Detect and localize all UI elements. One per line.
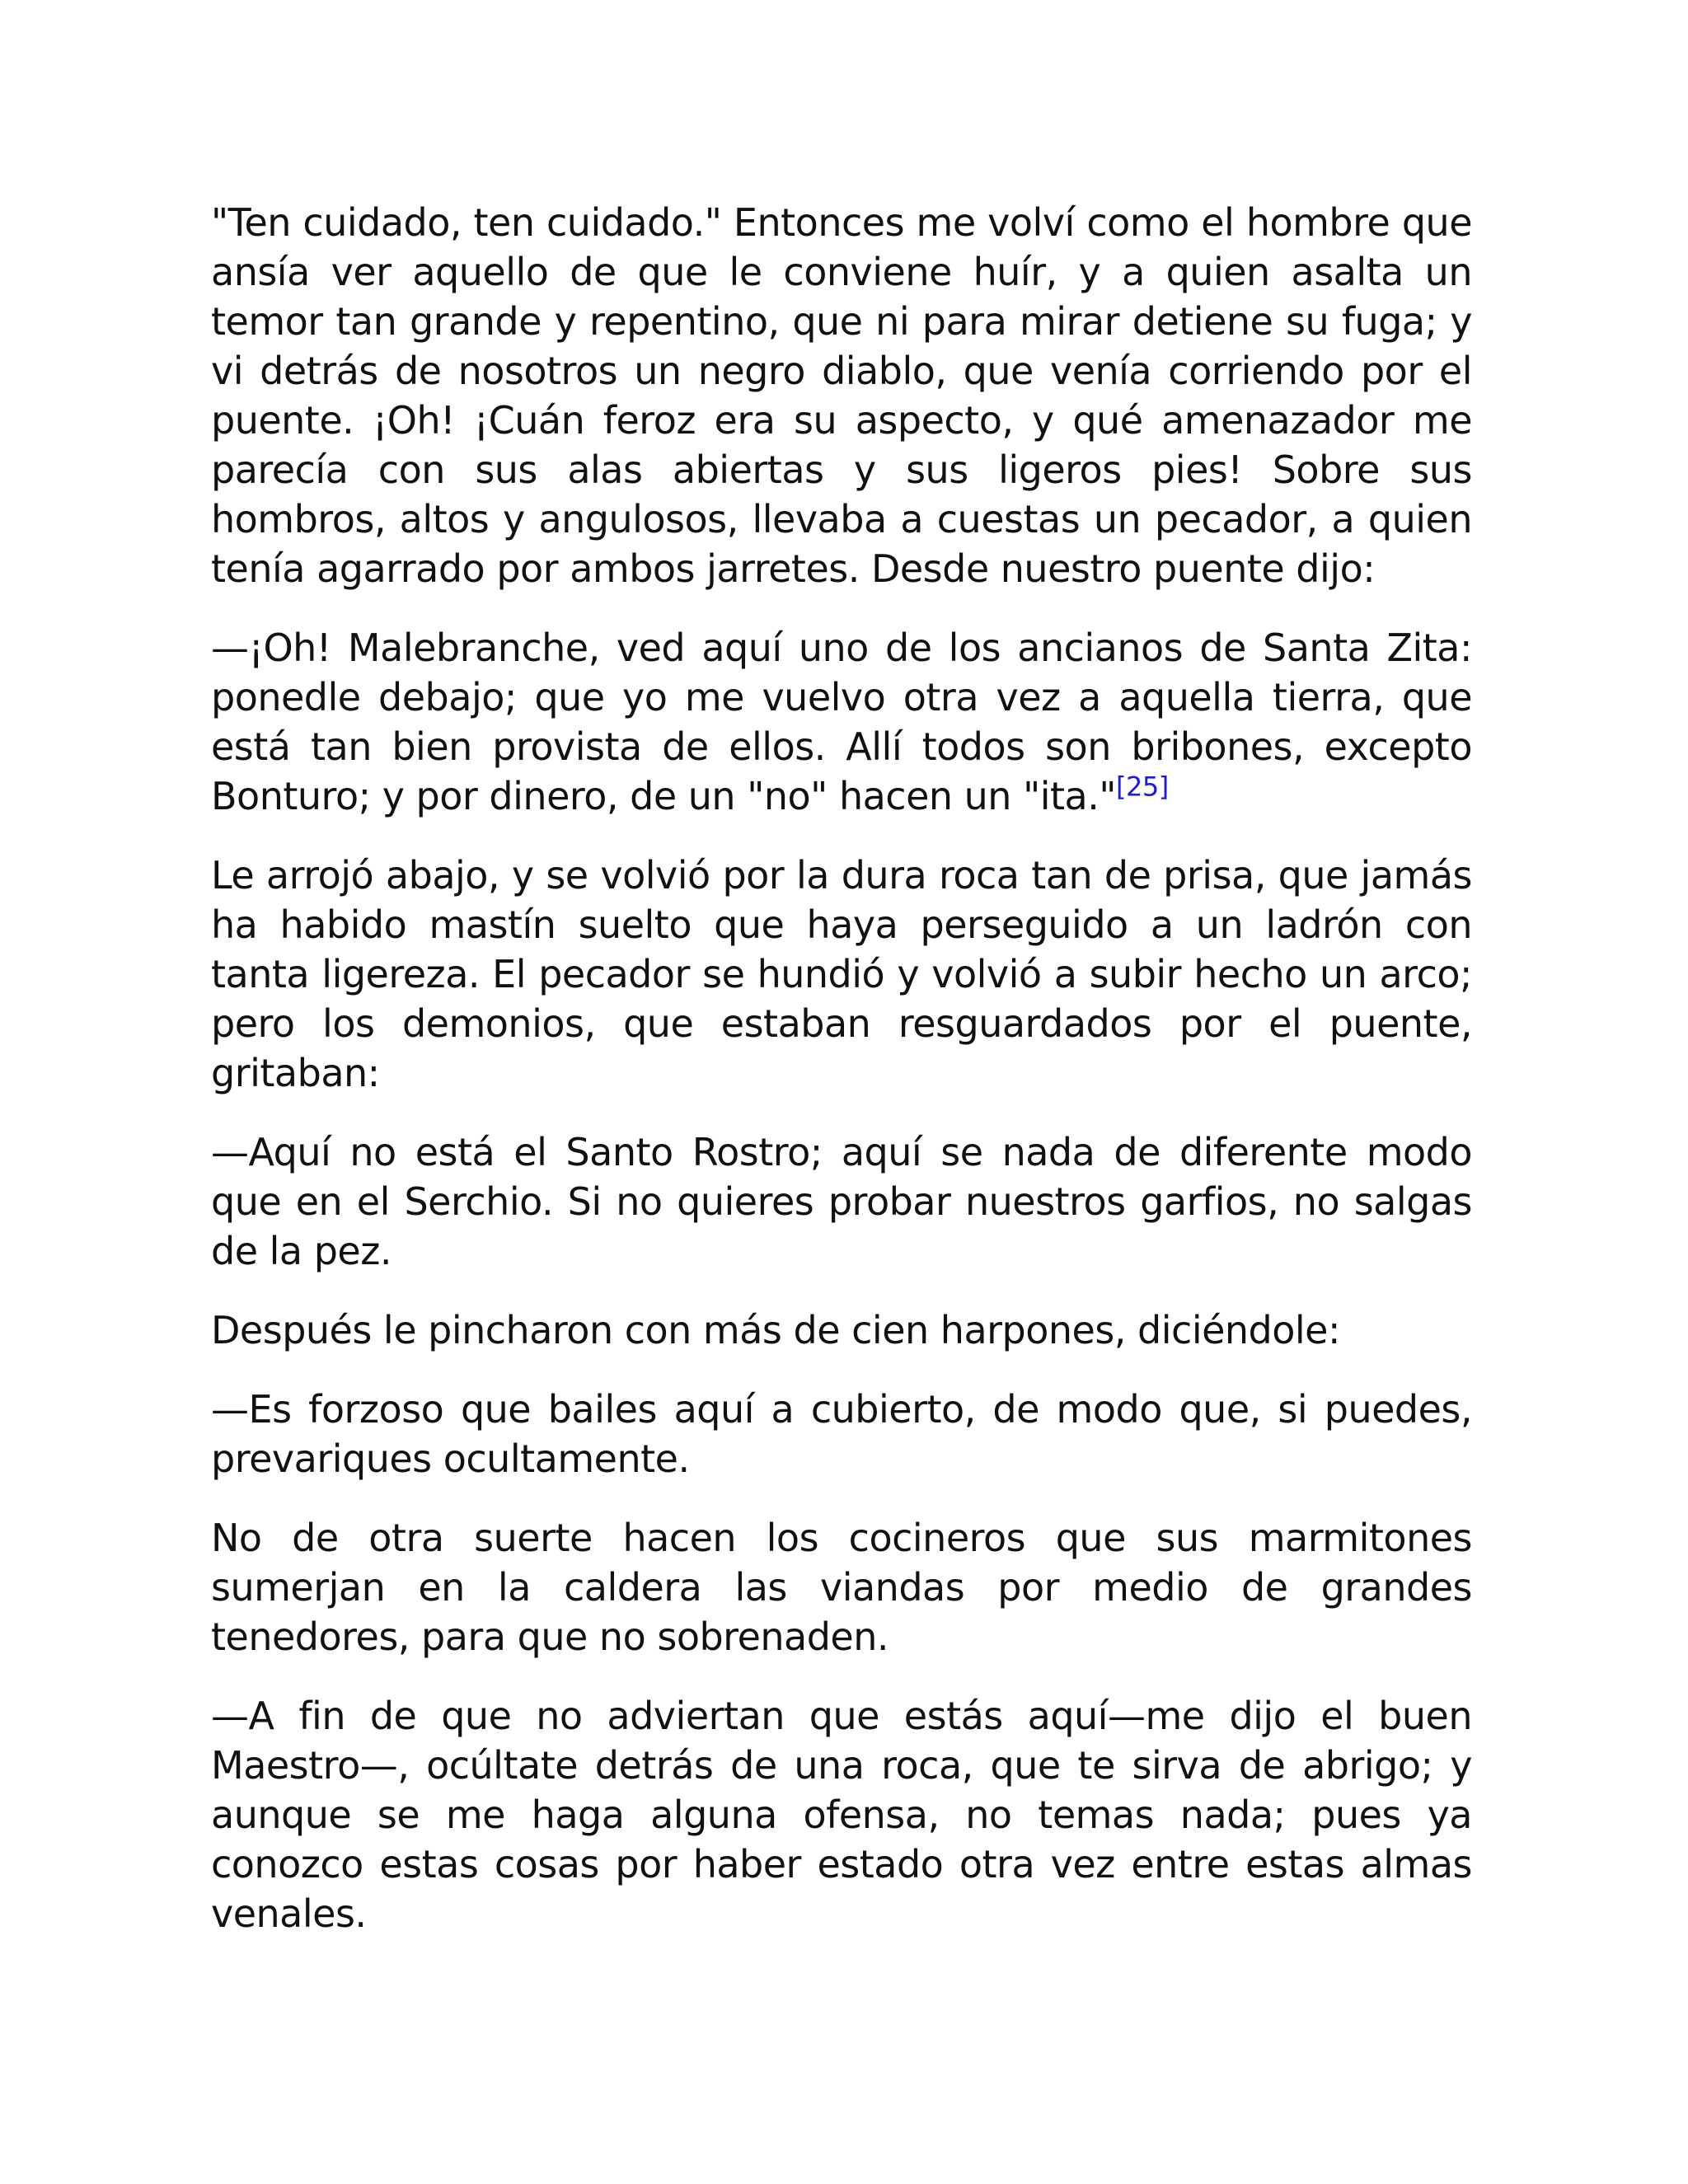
paragraph-7: No de otra suerte hacen los cocineros que sus marmitones sumerjan en la caldera las viandas por medio de grandes tenedores, para que no sobrenaden.	[211, 1516, 1472, 1659]
footnote-25-link[interactable]: [25]	[1116, 771, 1169, 803]
paragraph-2-text: —¡Oh! Malebranche, ved aquí uno de los ancianos de Santa Zita: ponedle debajo; que yo me vuelvo otra vez a aquella tierra, que está tan bien provista de ellos. Allí todos son bribones, excepto Bonturo; y por dinero, de un "no" hacen un "ita."	[211, 626, 1472, 818]
paragraph-3: Le arrojó abajo, y se volvió por la dura roca tan de prisa, que jamás ha habido mastín suelto que haya perseguido a un ladrón con tanta ligereza. El pecador se hundió y volvió a subir hecho un arco; pero los demonios, que estaban resguardados por el puente, gritaban:	[211, 853, 1472, 1095]
paragraph-5: Después le pincharon con más de cien harpones, diciéndole:	[211, 1308, 1340, 1352]
page-body	[211, 198, 1472, 1968]
paragraph-6: —Es forzoso que bailes aquí a cubierto, de modo que, si puedes, prevariques ocultamente.	[211, 1387, 1472, 1481]
paragraph-4: —Aquí no está el Santo Rostro; aquí se nada de diferente modo que en el Serchio. Si no quieres probar nuestros garfios, no salgas de la pez.	[211, 1130, 1472, 1273]
paragraph-2	[211, 623, 1472, 821]
paragraph-1: "Ten cuidado, ten cuidado." Entonces me volví como el hombre que ansía ver aquello de que le conviene huír, y a quien asalta un temor tan grande y repentino, que ni para mirar detiene su fuga; y vi detrás de nosotros un negro diablo, que venía corriendo por el puente. ¡Oh! ¡Cuán feroz era su aspecto, y qué amenazador me parecía con sus alas abiertas y sus ligeros pies! Sobre sus hombros, altos y angulosos, llevaba a cuestas un pecador, a quien tenía agarrado por ambos jarretes. Desde nuestro puente dijo:	[211, 200, 1472, 591]
paragraph-8: —A fin de que no adviertan que estás aquí—me dijo el buen Maestro—, ocúltate detrás de una roca, que te sirva de abrigo; y aunque se me haga alguna ofensa, no temas nada; pues ya conozco estas cosas por haber estado otra vez entre estas almas venales.	[211, 1694, 1472, 1936]
